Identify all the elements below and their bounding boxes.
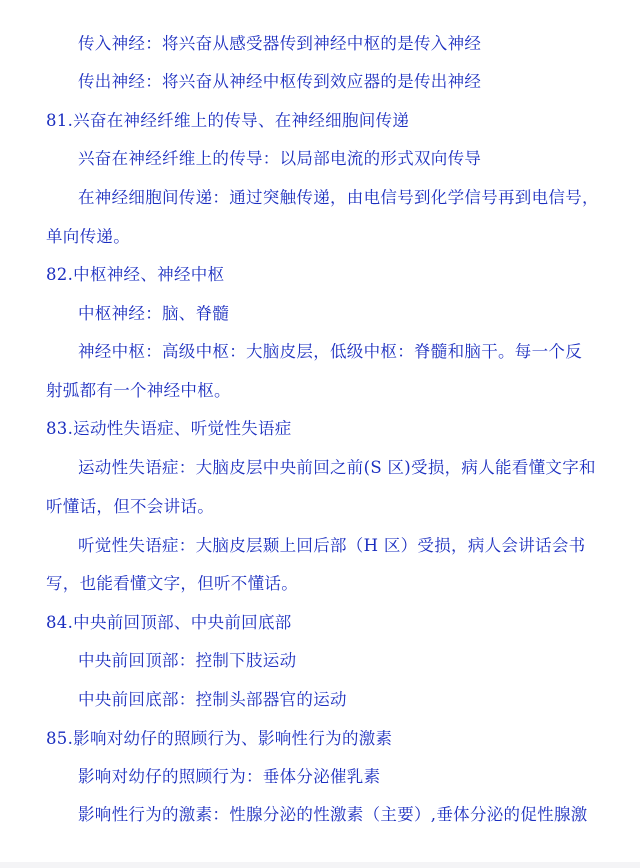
nerve-center-continuation: 射弧都有一个神经中枢。: [46, 381, 231, 400]
section-82-heading: 82.中枢神经、神经中枢: [46, 265, 225, 284]
section-84-heading: 84.中央前回顶部、中央前回底部: [46, 613, 292, 632]
offspring-care-hormone-text: 影响对幼仔的照顾行为：垂体分泌催乳素: [78, 767, 381, 786]
motor-aphasia-continuation: 听懂话，但不会讲话。: [46, 497, 214, 516]
synapse-transmission-text: 在神经细胞间传递：通过突触传递，由电信号到化学信号再到电信号，: [78, 188, 599, 207]
sexual-behavior-hormone-text: 影响性行为的激素：性腺分泌的性激素（主要）,垂体分泌的促性腺激: [78, 805, 588, 824]
nerve-fiber-conduction-text: 兴奋在神经纤维上的传导：以局部电流的形式双向传导: [78, 149, 482, 168]
section-85-heading: 85.影响对幼仔的照顾行为、影响性行为的激素: [46, 729, 393, 748]
afferent-nerve-definition: 传入神经：将兴奋从感受器传到神经中枢的是传入神经: [78, 34, 482, 53]
nerve-center-text: 神经中枢：高级中枢：大脑皮层，低级中枢：脊髓和脑干。每一个反: [78, 342, 582, 361]
auditory-aphasia-continuation: 写，也能看懂文字，但听不懂话。: [46, 574, 298, 593]
motor-aphasia-text: 运动性失语症：大脑皮层中央前回之前(S 区)受损，病人能看懂文字和: [78, 458, 596, 477]
auditory-aphasia-text: 听觉性失语症：大脑皮层颞上回后部（H 区）受损，病人会讲话会书: [78, 536, 586, 555]
section-81-heading: 81.兴奋在神经纤维上的传导、在神经细胞间传递: [46, 111, 410, 130]
synapse-transmission-continuation: 单向传递。: [46, 227, 130, 246]
efferent-nerve-definition: 传出神经：将兴奋从神经中枢传到效应器的是传出神经: [78, 72, 482, 91]
precentral-bottom-text: 中央前回底部：控制头部器官的运动: [78, 690, 347, 709]
precentral-top-text: 中央前回顶部：控制下肢运动: [78, 651, 297, 670]
section-83-heading: 83.运动性失语症、听觉性失语症: [46, 419, 292, 438]
page-bottom-edge: [0, 862, 640, 868]
central-nerve-text: 中枢神经：脑、脊髓: [78, 304, 230, 323]
